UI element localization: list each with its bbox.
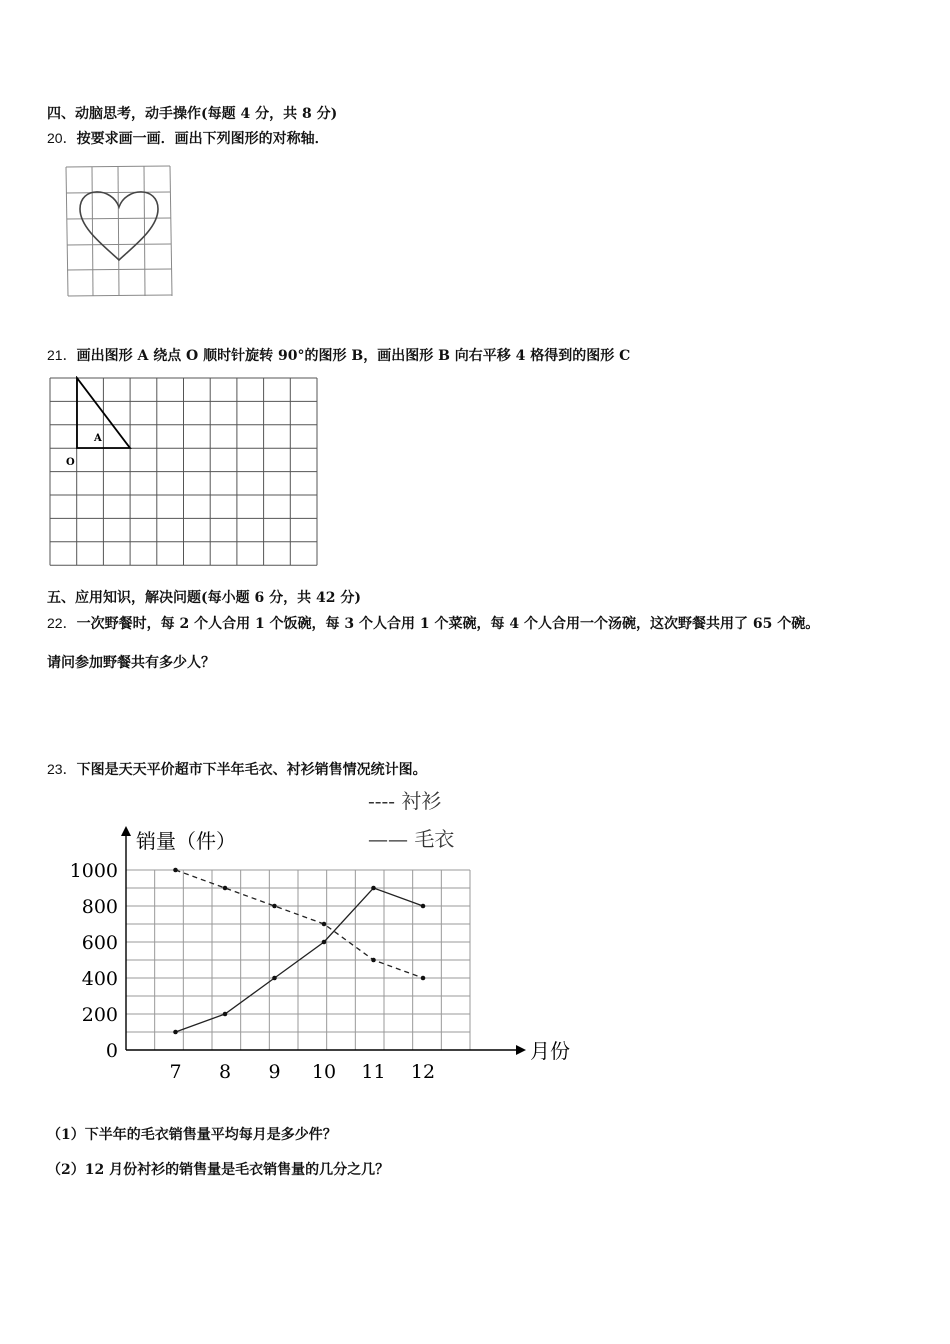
y-tick-label: 0 (105, 1040, 118, 1062)
question-23-sub-1: （1）下半年的毛衣销售量平均每月是多少件？ (47, 1127, 337, 1143)
question-text: 下图是天天平价超市下半年毛衣、衬衫销售情况统计图。 (76, 762, 427, 778)
sales-line-chart (60, 782, 590, 1092)
question-text: 一次野餐时，每 2 个人合用 1 个饭碗，每 3 个人合用 1 个菜碗，每 4 个人合用一个汤碗，这次野餐共用了 65 个碗。 (76, 616, 820, 632)
data-point-毛衣 (272, 976, 277, 981)
data-point-衬衫 (173, 868, 178, 873)
x-axis-arrow (516, 1045, 526, 1055)
question-number: 23． (47, 761, 77, 777)
x-tick-label: 12 (410, 1061, 436, 1083)
data-point-衬衫 (272, 904, 277, 909)
question-22 (47, 613, 819, 633)
question-number: 21． (47, 347, 77, 363)
heart-grid-figure (62, 162, 176, 302)
question-23-sub-2: （2）12 月份衬衫的销售量是毛衣销售量的几分之几？ (47, 1162, 390, 1178)
question-number: 20． (47, 130, 77, 146)
question-22-line-2: 请问参加野餐共有多少人？ (47, 655, 215, 671)
legend-entry: ---- 衬衫 (368, 789, 442, 813)
question-number: 22． (47, 615, 77, 631)
data-point-衬衫 (371, 958, 376, 963)
data-point-衬衫 (322, 922, 327, 927)
question-text: 按要求画一画．画出下列图形的对称轴． (76, 131, 329, 147)
question-21 (47, 345, 630, 365)
question-20 (47, 128, 329, 148)
data-point-衬衫 (421, 976, 426, 981)
label-a: A (94, 433, 102, 444)
y-tick-label: 600 (81, 932, 118, 954)
y-tick-label: 800 (81, 896, 118, 918)
section-4-heading: 四、动脑思考，动手操作(每题 4 分，共 8 分) (47, 106, 338, 122)
y-tick-label: 400 (81, 968, 118, 990)
y-tick-label: 1000 (69, 860, 118, 882)
x-tick-label: 10 (311, 1061, 337, 1083)
data-point-毛衣 (421, 904, 426, 909)
x-axis-label: 月份 (530, 1039, 570, 1063)
data-point-毛衣 (223, 1012, 228, 1017)
x-tick-label: 9 (268, 1061, 281, 1083)
x-tick-label: 7 (169, 1061, 182, 1083)
x-tick-label: 8 (218, 1061, 232, 1083)
y-axis-arrow (121, 826, 131, 836)
legend-entry: —— 毛衣 (368, 827, 455, 851)
section-5-heading: 五、应用知识，解决问题(每小题 6 分，共 42 分) (47, 590, 361, 606)
data-point-毛衣 (371, 886, 376, 891)
x-tick-label: 11 (361, 1061, 386, 1083)
rotation-grid-figure (47, 376, 322, 568)
question-23 (47, 759, 427, 779)
data-point-毛衣 (173, 1030, 178, 1035)
question-text: 画出图形 A 绕点 O 顺时针旋转 90°的图形 B，画出图形 B 向右平移 4 格得到的图形 C (76, 348, 631, 364)
data-point-衬衫 (223, 886, 228, 891)
y-axis-label: 销量（件） (136, 829, 236, 853)
data-point-毛衣 (322, 940, 327, 945)
y-tick-label: 200 (81, 1004, 118, 1026)
label-o: O (66, 457, 75, 468)
